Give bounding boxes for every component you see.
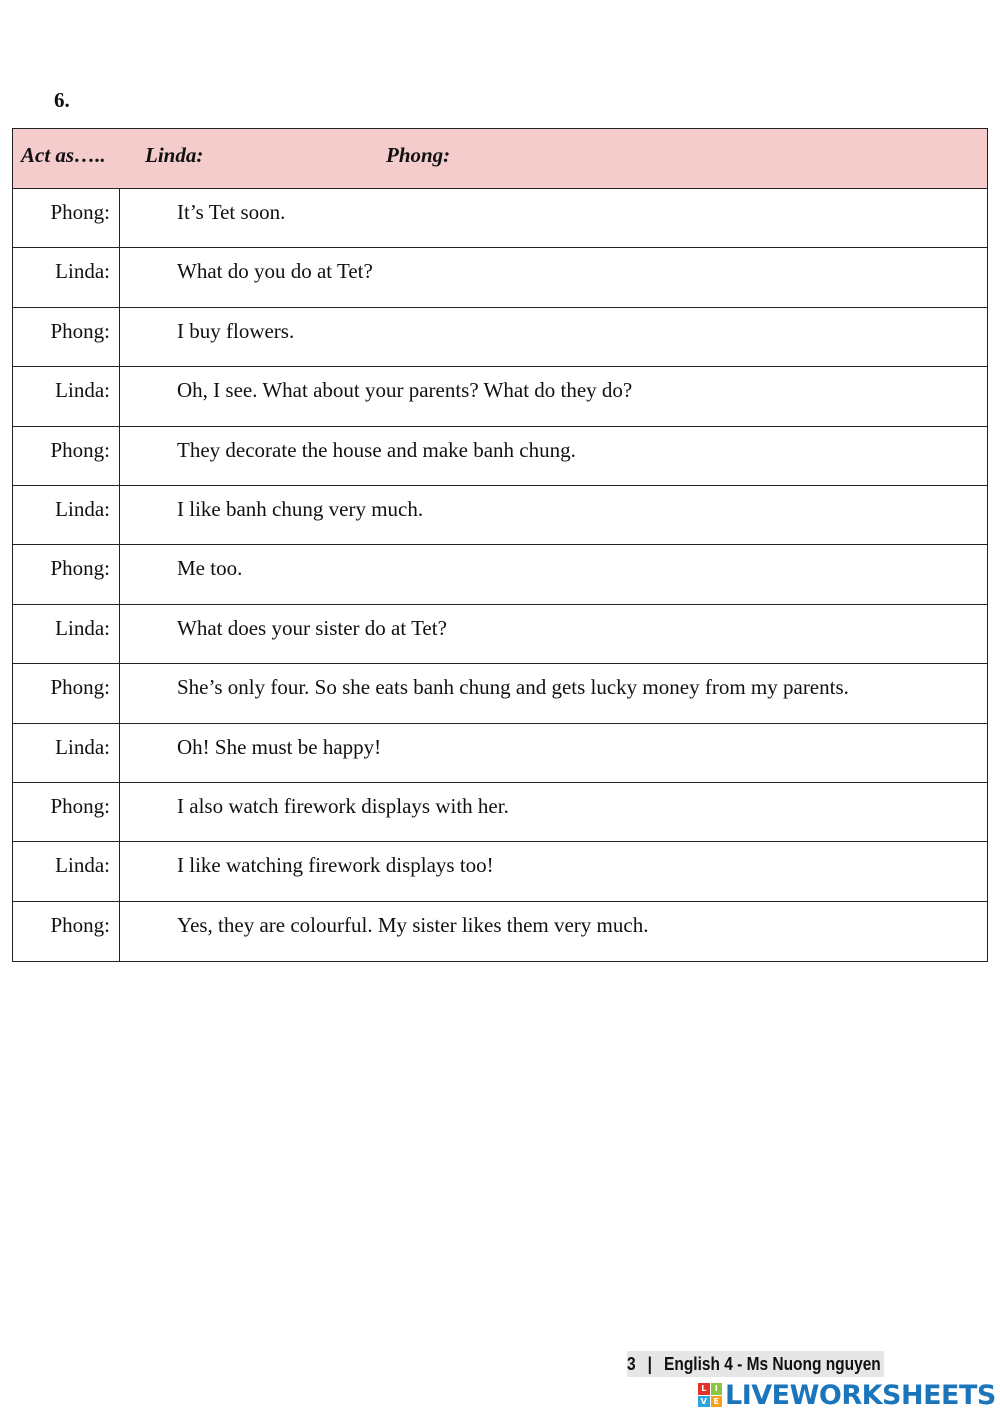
role-phong-label: Phong: [386,143,451,167]
dialogue-line: I like watching firework displays too! [177,853,494,878]
speaker-name: Linda: [13,486,120,544]
brand-name: LIVEWORKSHEETS [725,1379,996,1411]
liveworksheets-logo [698,1380,996,1410]
speaker-name: Linda: [13,367,120,425]
footer-separator: | [647,1354,652,1374]
logo-letter-i: I [711,1383,723,1395]
dialogue-line: They decorate the house and make banh chung. [177,437,576,462]
speaker-name: Linda: [13,724,120,782]
logo-letter-l: L [698,1383,710,1395]
dialogue-row [13,248,987,307]
speaker-name: Linda: [13,842,120,900]
dialogue-row [13,367,987,426]
dialogue-line: Me too. [177,556,243,581]
dialogue-row [13,545,987,604]
dialogue-line: It’s Tet soon. [177,200,286,224]
dialogue-row [13,664,987,723]
dialogue-row [13,308,987,367]
dialogue-line: I also watch firework displays with her. [177,793,509,818]
dialogue-line: What do you do at Tet? [177,259,373,284]
dialogue-row [13,783,987,842]
speaker-name: Phong: [13,664,120,722]
page-number: 3 [627,1354,636,1374]
dialogue-table [12,128,988,962]
dialogue-line: I like banh chung very much. [177,496,424,521]
dialogue-row [13,605,987,664]
speaker-name: Linda: [13,248,120,306]
dialogue-line: Yes, they are colourful. My sister likes them very much. [177,912,649,937]
dialogue-row [13,902,987,961]
course-title: English 4 - Ms Nuong nguyen [664,1354,881,1374]
page-footer [627,1351,884,1377]
logo-letter-e: E [711,1396,723,1408]
dialogue-line: She’s only four. So she eats banh chung and gets lucky money from my parents. [177,675,849,700]
dialogue-line: Oh! She must be happy! [177,734,382,759]
dialogue-row [13,427,987,486]
speaker-name: Phong: [13,427,120,485]
speaker-name: Linda: [13,605,120,663]
speaker-name: Phong: [13,308,120,366]
liveworksheets-icon [698,1383,722,1407]
speaker-name: Phong: [13,902,120,961]
dialogue-row [13,842,987,901]
dialogue-row [13,189,987,248]
speaker-name: Phong: [13,189,120,247]
dialogue-line: Oh, I see. What about your parents? What do they do? [177,378,633,403]
logo-letter-v: V [698,1396,710,1408]
dialogue-row [13,486,987,545]
act-as-label: Act as….. [21,143,106,167]
role-linda-label: Linda: [145,143,204,167]
dialogue-row [13,724,987,783]
roles-header [13,129,987,189]
dialogue-line: I buy flowers. [177,318,295,343]
dialogue-line: What does your sister do at Tet? [177,615,447,640]
speaker-name: Phong: [13,545,120,603]
exercise-number: 6. [54,88,70,112]
speaker-name: Phong: [13,783,120,841]
